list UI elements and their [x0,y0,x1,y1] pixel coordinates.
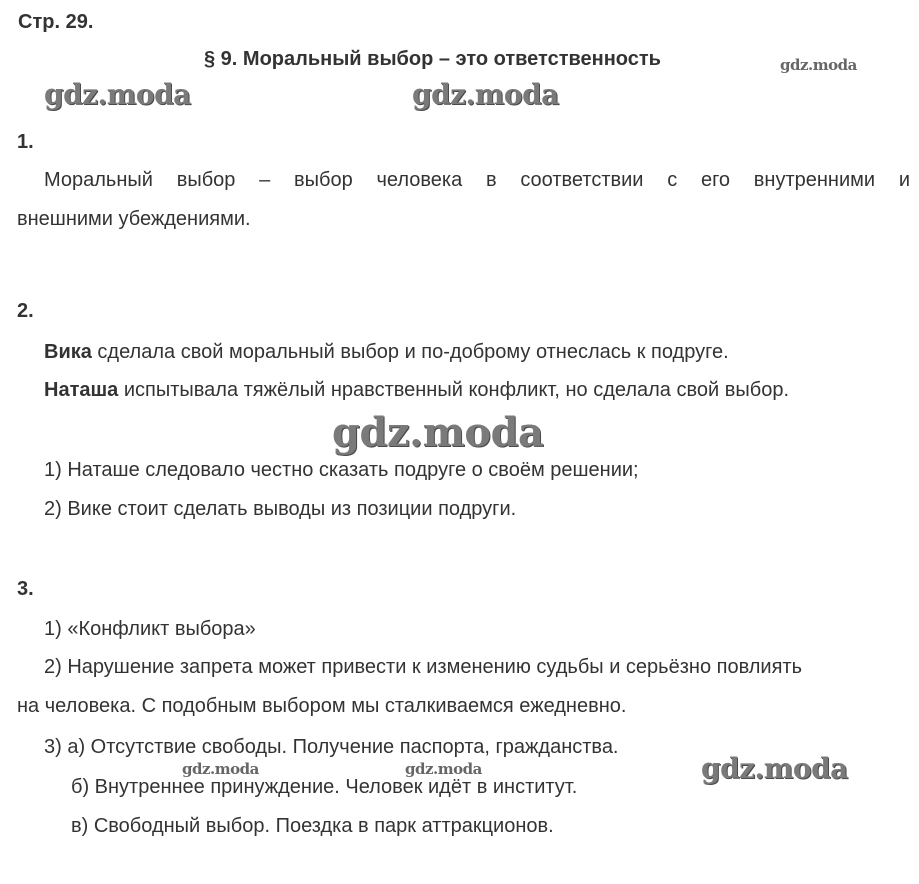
task2-text: сделала свой моральный выбор и по-доброму отнеслась к подруге. [91,341,729,363]
section-title: § 9. Моральный выбор – это ответственность [204,48,661,70]
task3-item: 1) «Конфликт выбора» [44,618,256,640]
watermark-logo: gdz.moda [412,78,559,111]
watermark-logo: gdz.moda [332,409,544,456]
task2-paragraph [44,379,789,402]
watermark-logo: gdz.moda [701,752,848,785]
task3-item: в) Свободный выбор. Поездка в парк аттракционов. [71,815,554,837]
task1-line: внешними убеждениями. [17,208,251,230]
task2-item: 1) Наташе следовало честно сказать подруге о своём решении; [44,459,639,481]
watermark-logo: gdz.moda [44,78,191,111]
task2-item: 2) Вике стоит сделать выводы из позиции подруги. [44,498,517,520]
task1-line: Моральный выбор – выбор человека в соответствии с его внутренними и [44,169,910,191]
watermark-logo: gdz.moda [182,760,259,778]
watermark-logo: gdz.moda [405,760,482,778]
character-name: Наташа [44,379,119,401]
task3-item: на человека. С подобным выбором мы сталкиваемся ежедневно. [17,695,627,717]
task3-item: 3) а) Отсутствие свободы. Получение паспорта, гражданства. [44,736,619,758]
page-number: Стр. 29. [18,11,94,33]
task3-item: 2) Нарушение запрета может привести к изменению судьбы и серьёзно повлиять [44,656,802,678]
task2-text: испытывала тяжёлый нравственный конфликт, но сделала свой выбор. [118,379,789,401]
task2-paragraph [44,341,729,364]
task-number-1: 1. [17,131,34,153]
watermark-logo: gdz.moda [780,56,857,74]
task-number-2: 2. [17,300,34,322]
task-number-3: 3. [17,578,34,600]
character-name: Вика [44,341,92,363]
task3-item: б) Внутреннее принуждение. Человек идёт в институт. [71,776,578,798]
